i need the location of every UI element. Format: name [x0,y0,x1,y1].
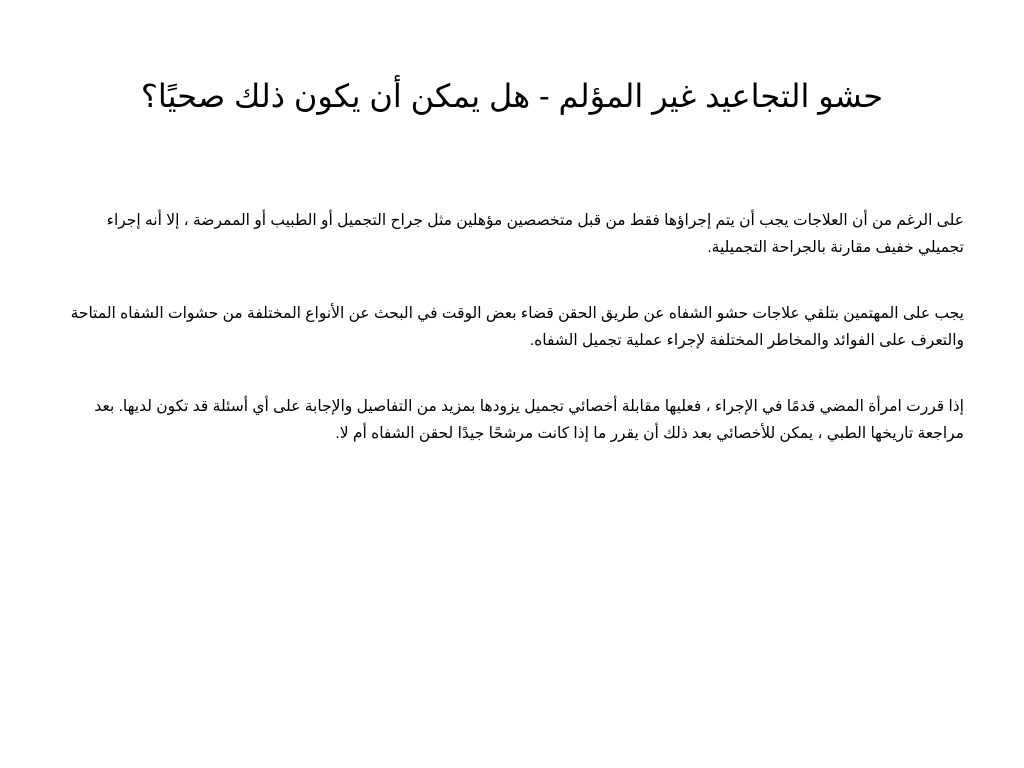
slide-body [60,207,964,486]
paragraph-1: على الرغم من أن العلاجات يجب أن يتم إجراؤها فقط من قبل متخصصين مؤهلين مثل جراح التجميل أو الطبيب أو الممرضة ، إلا أنه إجراء تجميلي خفيف مقارنة بالجراحة التجميلية. [106,212,964,256]
paragraph-3: إذا قررت امرأة المضي قدمًا في الإجراء ، فعليها مقابلة أخصائي تجميل يزودها بمزيد من التفاصيل والإجابة على أي أسئلة قد تكون لديها. بعد مراجعة تاريخها الطبي ، يمكن للأخصائي بعد ذلك أن يقرر ما إذا كانت مرشحًا جيدًا لحقن الشفاه أم لا. [94,398,964,442]
slide-title: حشو التجاعيد غير المؤلم - هل يمكن أن يكون ذلك صحيًا؟ [140,78,884,114]
paragraph-2: يجب على المهتمين بتلقي علاجات حشو الشفاه عن طريق الحقن قضاء بعض الوقت في البحث عن الأنواع المختلفة من حشوات الشفاه المتاحة والتعرف على الفوائد والمخاطر المختلفة لإجراء عملية تجميل الشفاه. [70,305,964,349]
